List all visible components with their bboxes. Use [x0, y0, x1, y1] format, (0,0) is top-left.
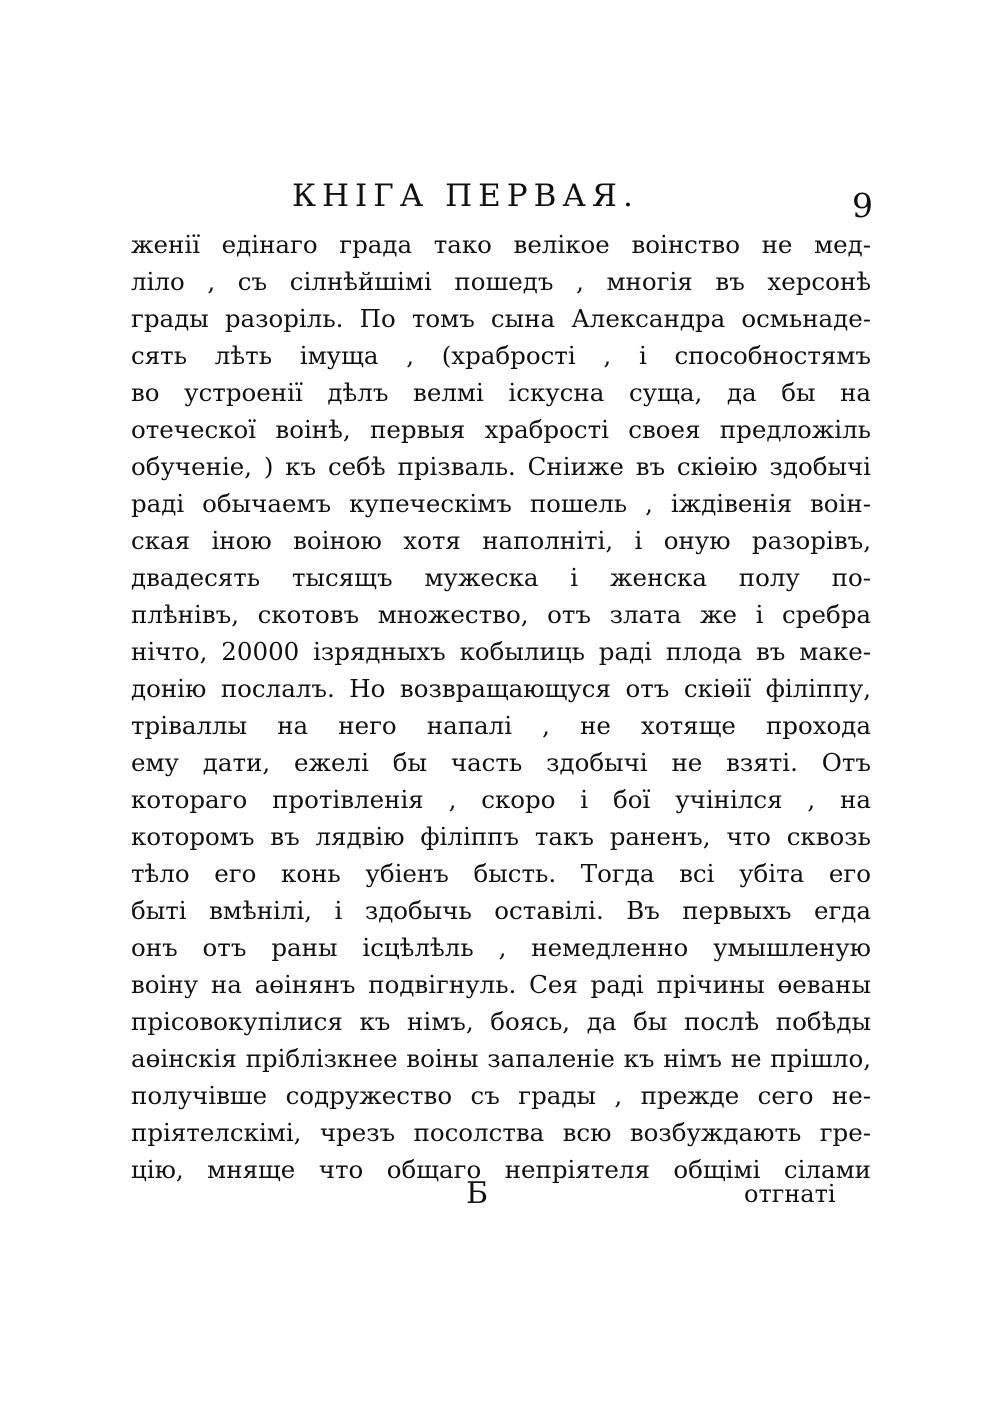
text-line: грады разоріль. По томъ сына Александра осмьнаде- [131, 304, 871, 333]
running-title: КНІГА ПЕРВАЯ. [292, 178, 639, 214]
text-line: отеческої воінѣ, первыя храбрості своея предложіль [131, 415, 871, 444]
catchword: отгнаті [744, 1180, 836, 1208]
page-number: 9 [852, 186, 873, 225]
text-line: прісовокупілися къ німъ, боясь, да бы послѣ побѣды [131, 1007, 871, 1036]
text-line: двадесять тысящъ мужеска і женска полу по- [131, 563, 871, 592]
text-line: женії едінаго града тако велікое воінство не мед- [131, 230, 871, 259]
text-line: обученіе, ) къ себѣ прізваль. Сніиже въ скіөію здобычі [131, 452, 871, 481]
text-line: тріваллы на него напалі , не хотяще прохода [131, 711, 871, 740]
text-line: ліло , съ сілнѣйшімі пошедъ , многія въ херсонѣ [131, 267, 871, 296]
text-line: онъ отъ раны ісцѣлѣль , немедленно умышленую [131, 933, 871, 962]
text-line: пріятелскімі, чрезъ посолства всю возбуждають гре- [131, 1118, 871, 1147]
text-line: цію, мняще что общаго непріятеля общімі сілами [131, 1155, 871, 1184]
text-line: ская іною воіною хотя наполніті, і оную разорівъ, [131, 526, 871, 555]
text-line: воіну на аөінянъ подвігнуль. Сея раді прічины өеваны [131, 970, 871, 999]
text-line: сять лѣть імуща , (храбрості , і способностямъ [131, 341, 871, 370]
text-line: получівше содружество съ грады , прежде сего не- [131, 1081, 871, 1110]
text-line: тѣло его конь убіенъ бысть. Тогда всі убіта его [131, 859, 871, 888]
signature-mark: Б [466, 1176, 489, 1211]
text-line: донію послалъ. Но возвращающуся отъ скіөії філіппу, [131, 674, 871, 703]
text-line: быті вмѣнілі, і здобычь оставілі. Въ первыхъ егда [131, 896, 871, 925]
text-line: котораго протівленія , скоро і бої учінілся , на [131, 785, 871, 814]
text-line: во устроенії дѣлъ велмі іскусна суща, да бы на [131, 378, 871, 407]
text-line: раді обычаемъ купеческімъ пошель , іждівенія воін- [131, 489, 871, 518]
text-line: ему дати, ежелі бы часть здобычі не взяті. Отъ [131, 748, 871, 777]
body-text [131, 226, 871, 1188]
text-line: плѣнівъ, скотовъ множество, отъ злата же і сребра [131, 600, 871, 629]
text-line: которомъ въ лядвію філіппъ такъ раненъ, что сквозь [131, 822, 871, 851]
text-line: нічто, 20000 ізрядныхъ кобылиць раді плода въ маке- [131, 637, 871, 666]
text-line: аөінскія пріблізкнее воіны запаленіе къ німъ не прішло, [131, 1044, 871, 1073]
